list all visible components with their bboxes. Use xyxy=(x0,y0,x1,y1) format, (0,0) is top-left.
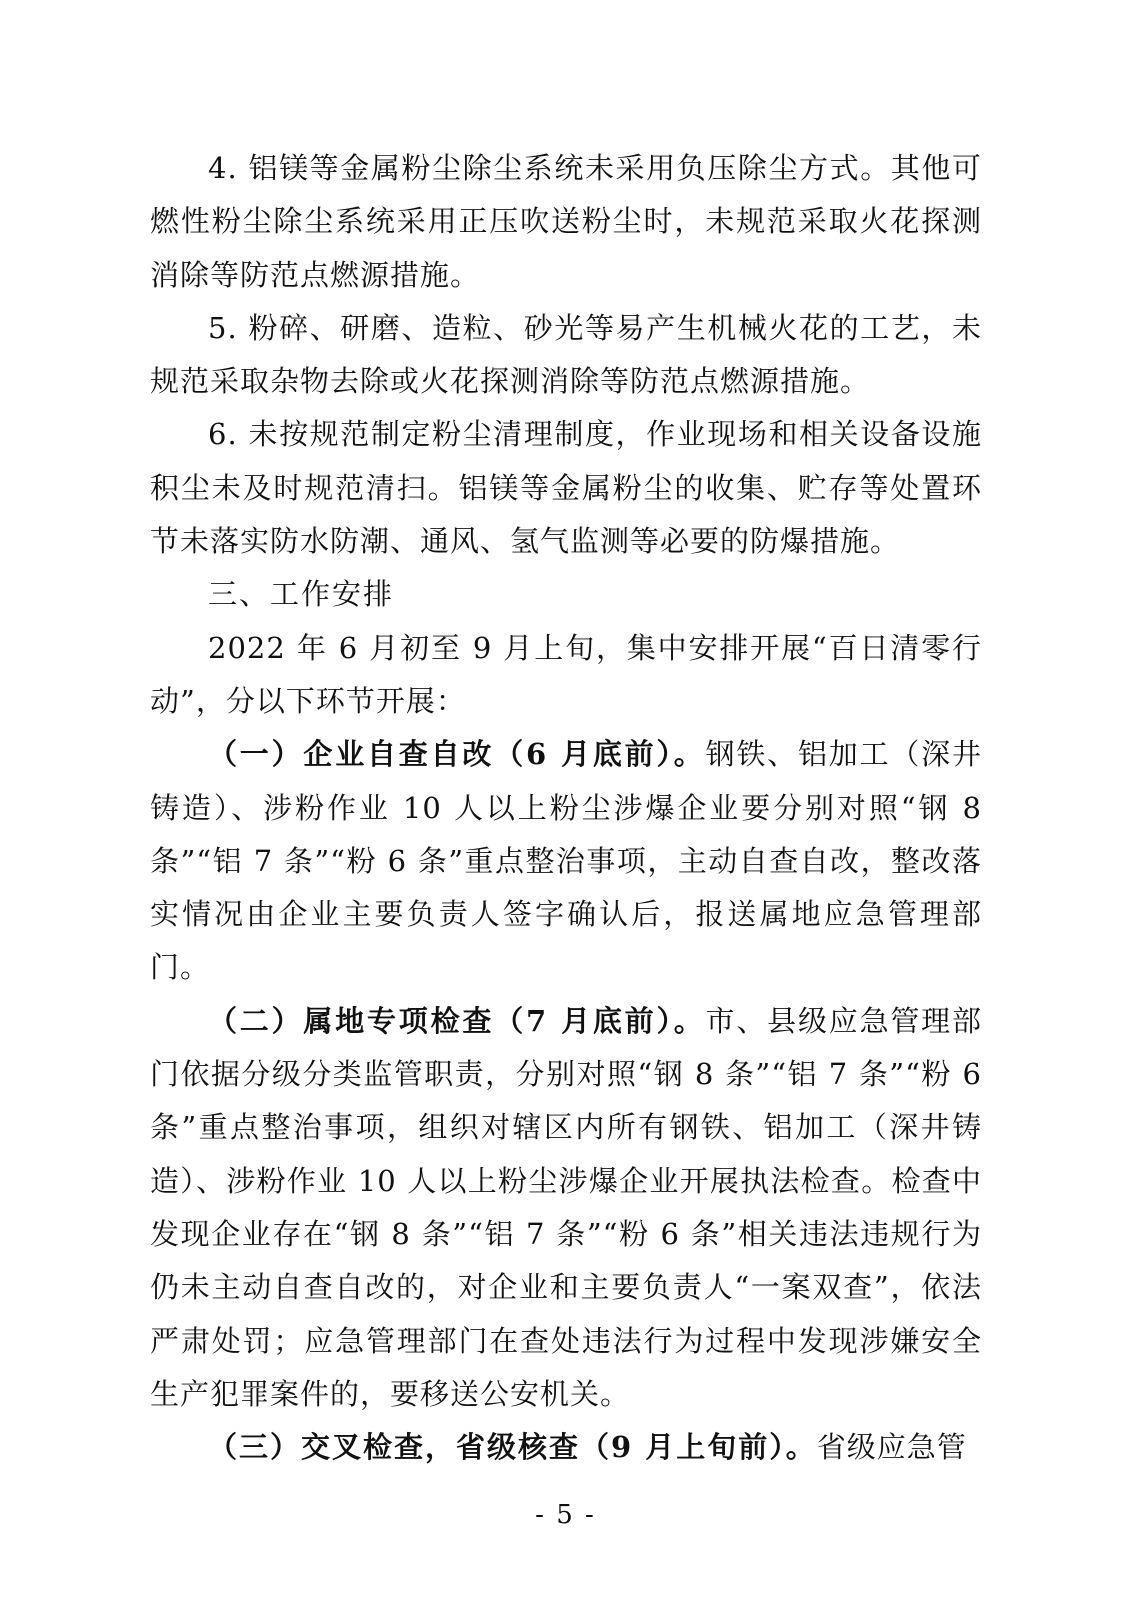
paragraph-item-4 xyxy=(150,142,982,302)
step-3-lead: （三）交叉检查，省级核查（9 月上旬前）。 xyxy=(208,1430,817,1465)
section-heading-work-arrangement xyxy=(150,568,982,621)
paragraph-item-5 xyxy=(150,302,982,409)
step-1-lead: （一）企业自查自改（6 月底前）。 xyxy=(208,737,706,772)
paragraph-text: 6. 未按规范制定粉尘清理制度，作业现场和相关设备设施积尘未及时规范清扫。铝镁等金属粉尘的收集、贮存等处置环节未落实防水防潮、通风、氢气监测等必要的防爆措施。 xyxy=(150,417,982,559)
document-body xyxy=(150,142,982,1474)
paragraph-text: 4. 铝镁等金属粉尘除尘系统未采用负压除尘方式。其他可燃性粉尘除尘系统采用正压吹送粉尘时，未规范采取火花探测消除等防范点燃源措施。 xyxy=(150,151,982,292)
paragraph-text: 市、县级应急管理部门依据分级分类监管职责，分别对照“钢 8 条”“铝 7 条”“粉 6 条”重点整治事项，组织对辖区内所有钢铁、铝加工（深井铸造）、涉粉作业 10 人以上粉尘涉爆企业开展执法检查。检查中发现企业存在“钢 8 条”“铝 7 条”“粉 6 条”相关违法违规行为仍未主动自查自改的，对企业和主要负责人“一案双查”，依法严肃处罚；应急管理部门在查处违法行为过程中发现涉嫌安全生产犯罪案件的，要移送公安机关。 xyxy=(150,1003,982,1411)
paragraph-text: 5. 粉碎、研磨、造粒、砂光等易产生机械火花的工艺，未规范采取杂物去除或火花探测消除等防范点燃源措施。 xyxy=(150,310,982,399)
paragraph-schedule-intro xyxy=(150,622,982,729)
paragraph-item-6 xyxy=(150,408,982,568)
paragraph-step-1 xyxy=(150,728,982,994)
step-2-lead: （二）属地专项检查（7 月底前）。 xyxy=(208,1003,706,1038)
paragraph-step-2 xyxy=(150,995,982,1421)
paragraph-text: 省级应急管 xyxy=(816,1430,967,1465)
paragraph-text: 2022 年 6 月初至 9 月上旬，集中安排开展“百日清零行动”，分以下环节开展： xyxy=(150,630,982,718)
paragraph-step-3 xyxy=(150,1421,982,1474)
paragraph-text: 钢铁、铝加工（深井铸造）、涉粉作业 10 人以上粉尘涉爆企业要分别对照“钢 8 条”“铝 7 条”“粉 6 条”重点整治事项，主动自查自改，整改落实情况由企业主要负责人签字确认后，报送属地应急管理部门。 xyxy=(150,737,982,985)
section-heading-text: 三、工作安排 xyxy=(208,577,395,612)
page-number: - 5 - xyxy=(535,1500,596,1530)
